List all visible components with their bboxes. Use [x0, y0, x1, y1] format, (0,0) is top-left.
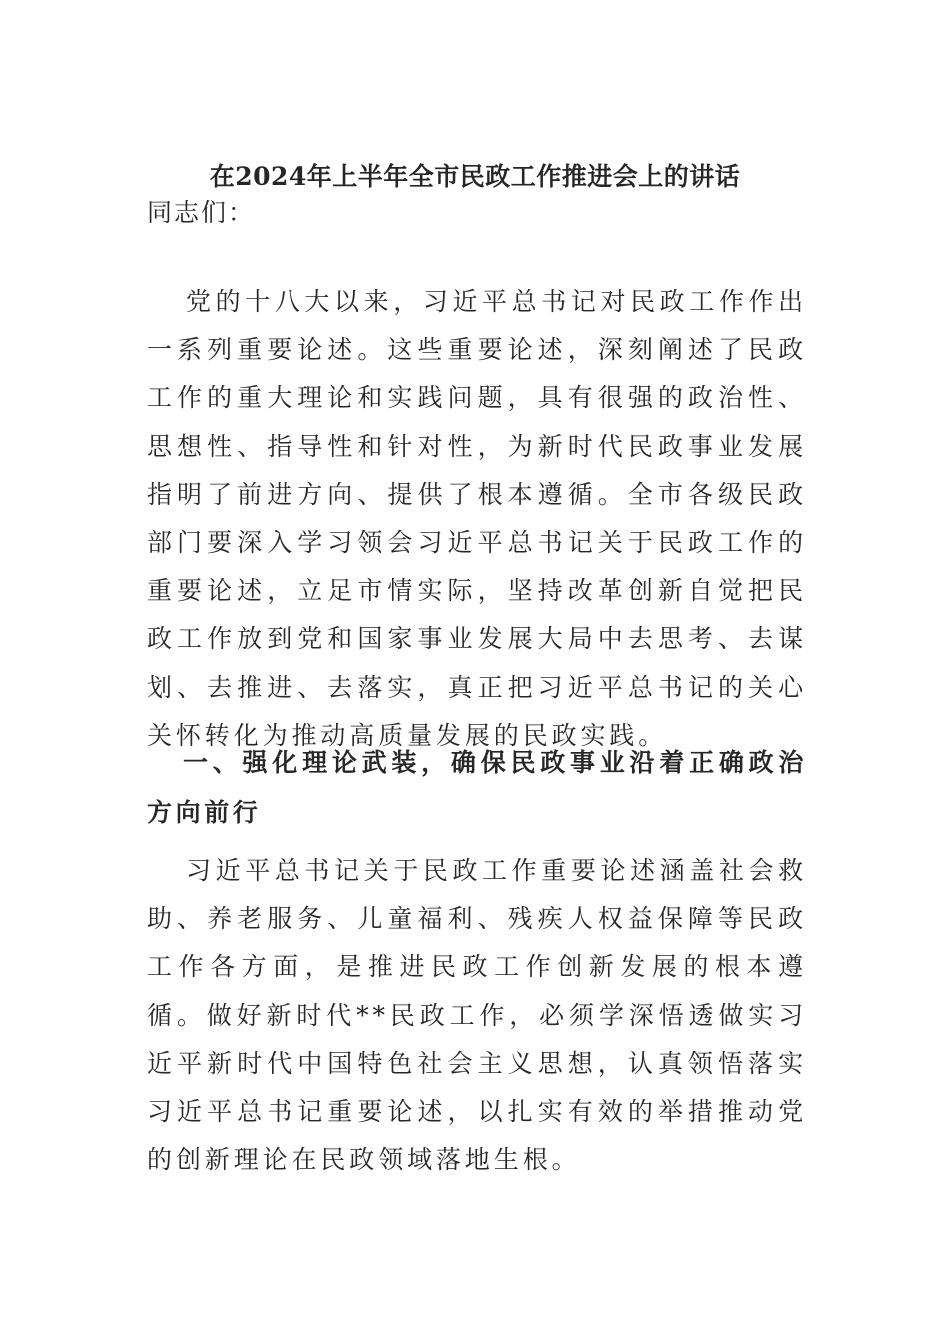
intro-paragraph: 党的十八大以来，习近平总书记对民政工作作出一系列重要论述。这些重要论述，深刻阐述了民政工作的重大理论和实践问题，具有很强的政治性、思想性、指导性和针对性，为新时代民政事业发展指明了前进方向、提供了根本遵循。全市各级民政部门要深入学习领会习近平总书记关于民政工作的重要论述，立足市情实际，坚持改革创新自觉把民政工作放到党和国家事业发展大局中去思考、去谋划、去推进、去落实，真正把习近平总书记的关心关怀转化为推动高质量发展的民政实践。 [147, 287, 807, 750]
section-1-paragraph: 习近平总书记关于民政工作重要论述涵盖社会救助、养老服务、儿童福利、残疾人权益保障等民政工作各方面，是推进民政工作创新发展的根本遵循。做好新时代**民政工作，必须学深悟透做实习近平新时代中国特色社会主义思想，认真领悟落实习近平总书记重要论述，以扎实有效的举措推动党的创新理论在民政领域落地生根。 [147, 856, 807, 1175]
document-title: 在2024年上半年全市民政工作推进会上的讲话 [209, 162, 741, 191]
salutation: 同志们： [147, 198, 256, 227]
section-heading-1: 一、强化理论武装，确保民政事业沿着正确政治方向前行 [147, 748, 807, 827]
